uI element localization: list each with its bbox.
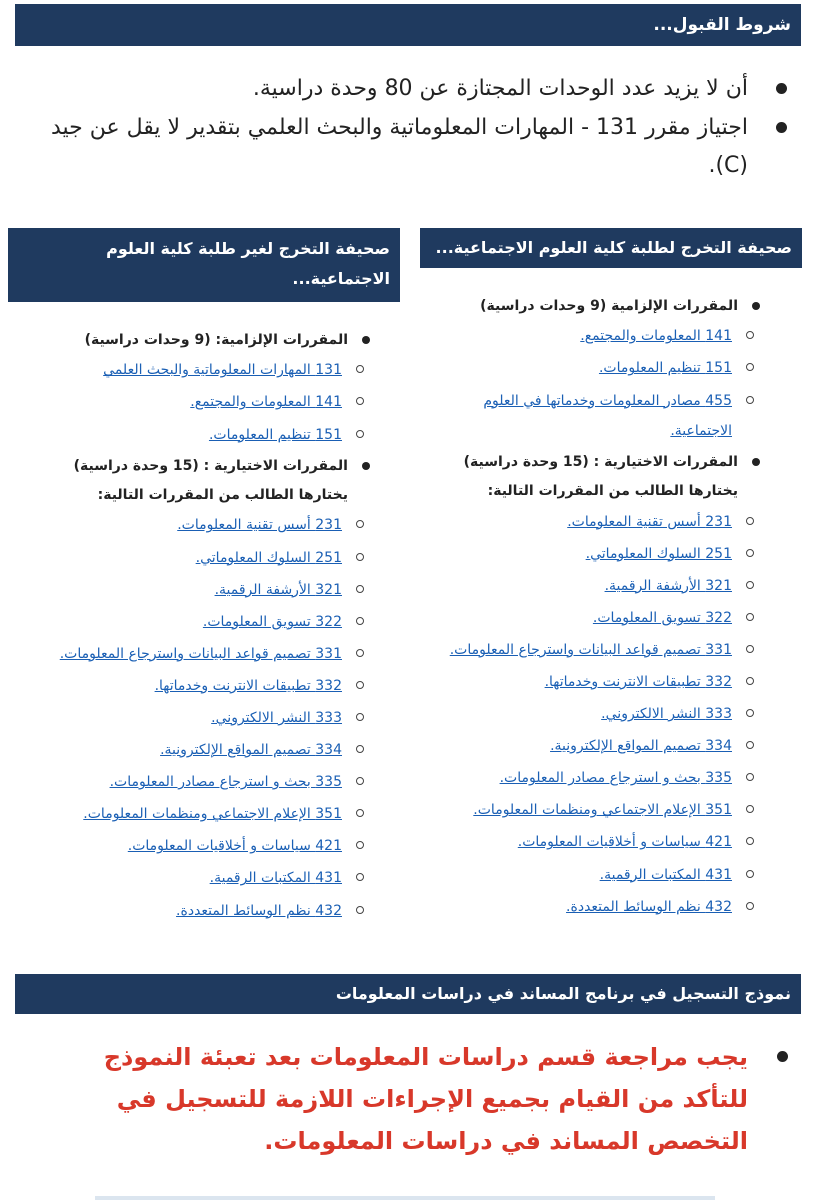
circle-bullet-icon (356, 745, 364, 753)
course-link[interactable]: 421 سياسات و أخلاقيات المعلومات. (517, 834, 732, 851)
list-item (430, 353, 760, 383)
circle-bullet-icon (746, 331, 754, 339)
circle-bullet-icon (356, 365, 364, 373)
registration-notice: يجب مراجعة قسم دراسات المعلومات بعد تعبئة النموذج للتأكد من القيام بجميع الإجراءات اللازمة للتسجيل في التخصص المساند في دراسات المعلومات. (32, 1036, 792, 1162)
course-link[interactable]: 141 المعلومات والمجتمع. (190, 394, 342, 411)
required-courses-list (430, 321, 760, 445)
course-link[interactable]: 431 المكتبات الرقمية. (599, 866, 732, 883)
circle-bullet-icon (746, 363, 754, 371)
course-link[interactable]: 431 المكتبات الرقمية. (209, 870, 342, 887)
course-link[interactable]: 334 تصميم المواقع الإلكترونية. (550, 738, 732, 755)
circle-bullet-icon (356, 617, 364, 625)
admission-conditions-list (22, 70, 792, 186)
circle-bullet-icon (746, 517, 754, 525)
circle-bullet-icon (746, 645, 754, 653)
circle-bullet-icon (356, 841, 364, 849)
list-item (430, 603, 760, 633)
circle-bullet-icon (356, 713, 364, 721)
course-link[interactable]: 141 المعلومات والمجتمع. (580, 328, 732, 345)
list-item (25, 735, 370, 765)
required-courses-heading: المقررات الإلزامية (9 وحدات دراسية) (430, 292, 760, 321)
course-link[interactable]: 131 المهارات المعلوماتية والبحث العلمي (103, 362, 342, 379)
circle-bullet-icon (746, 581, 754, 589)
course-link[interactable]: 421 سياسات و أخلاقيات المعلومات. (127, 838, 342, 855)
list-item (25, 799, 370, 829)
elective-courses-list (25, 510, 370, 925)
course-link[interactable]: 231 أسس تقنية المعلومات. (567, 513, 732, 530)
list-item (25, 767, 370, 797)
list-item (25, 543, 370, 573)
bullet-icon (777, 1051, 788, 1062)
elective-courses-list (430, 507, 760, 922)
social-sciences-sheet-header: صحيفة التخرج لطلبة كلية العلوم الاجتماعية... (420, 228, 802, 268)
list-item (25, 896, 370, 926)
course-link[interactable]: 351 الإعلام الاجتماعي ومنظمات المعلومات. (83, 806, 342, 823)
list-item (430, 763, 760, 793)
elective-courses-heading: المقررات الاختيارية : (15 وحدة دراسية) يختارها الطالب من المقررات التالية: (430, 448, 760, 507)
course-link[interactable]: 334 تصميم المواقع الإلكترونية. (160, 742, 342, 759)
other-students-sheet-header: صحيفة التخرج لغير طلبة كلية العلوم الاجتماعية... (8, 228, 400, 302)
list-item (430, 539, 760, 569)
elective-courses-heading: المقررات الاختيارية : (15 وحدة دراسية) يختارها الطالب من المقررات التالية: (25, 452, 370, 511)
course-link[interactable]: 432 نظم الوسائط المتعددة. (176, 902, 342, 919)
social-sciences-courses (430, 292, 760, 924)
list-item (25, 510, 370, 540)
bullet-icon (776, 83, 787, 94)
course-link[interactable]: 331 تصميم قواعد البيانات واسترجاع المعلومات. (59, 645, 342, 662)
circle-bullet-icon (746, 741, 754, 749)
course-link[interactable]: 151 تنظيم المعلومات. (598, 360, 732, 377)
course-link[interactable]: 335 بحث و استرجاع مصادر المعلومات. (499, 770, 732, 787)
course-link[interactable]: 322 تسويق المعلومات. (202, 613, 342, 630)
course-link[interactable]: 335 بحث و استرجاع مصادر المعلومات. (109, 774, 342, 791)
course-link[interactable]: 333 النشر الالكتروني. (211, 710, 342, 727)
required-courses-list (25, 355, 370, 449)
course-link[interactable]: 332 تطبيقات الانترنت وخدماتها. (544, 674, 732, 691)
list-item (25, 639, 370, 669)
registration-notice-list (32, 1036, 792, 1162)
circle-bullet-icon (356, 520, 364, 528)
list-item (25, 607, 370, 637)
course-link[interactable]: 251 السلوك المعلوماتي. (195, 549, 342, 566)
course-link[interactable]: 432 نظم الوسائط المتعددة. (566, 898, 732, 915)
circle-bullet-icon (356, 553, 364, 561)
course-link[interactable]: 251 السلوك المعلوماتي. (585, 545, 732, 562)
list-item (430, 827, 760, 857)
circle-bullet-icon (356, 681, 364, 689)
circle-bullet-icon (746, 902, 754, 910)
course-link[interactable]: 151 تنظيم المعلومات. (208, 426, 342, 443)
bullet-icon (362, 462, 370, 470)
list-item (430, 507, 760, 537)
course-link[interactable]: 331 تصميم قواعد البيانات واسترجاع المعلومات. (449, 641, 732, 658)
list-item (25, 387, 370, 417)
circle-bullet-icon (356, 585, 364, 593)
circle-bullet-icon (746, 805, 754, 813)
circle-bullet-icon (356, 397, 364, 405)
circle-bullet-icon (746, 677, 754, 685)
list-item (25, 863, 370, 893)
bullet-icon (362, 336, 370, 344)
circle-bullet-icon (356, 873, 364, 881)
circle-bullet-icon (356, 430, 364, 438)
list-item (430, 860, 760, 890)
list-item: أن لا يزيد عدد الوحدات المجتازة عن 80 وحدة دراسية. (22, 70, 792, 109)
circle-bullet-icon (746, 396, 754, 404)
list-item: اجتياز مقرر 131 - المهارات المعلوماتية والبحث العلمي بتقدير لا يقل عن جيد (C). (22, 109, 792, 186)
bullet-icon (776, 122, 787, 133)
circle-bullet-icon (356, 809, 364, 817)
list-item (430, 892, 760, 922)
course-link[interactable]: 351 الإعلام الاجتماعي ومنظمات المعلومات. (473, 802, 732, 819)
list-item (25, 831, 370, 861)
registration-form-header: نموذج التسجيل في برنامج المساند في دراسات المعلومات (15, 974, 801, 1014)
list-item (430, 321, 760, 351)
bullet-icon (752, 458, 760, 466)
list-item (430, 795, 760, 825)
course-link[interactable]: 332 تطبيقات الانترنت وخدماتها. (154, 677, 342, 694)
list-item (430, 731, 760, 761)
course-link[interactable]: 455 مصادر المعلومات وخدماتها في العلوم الاجتماعية. (483, 392, 732, 439)
circle-bullet-icon (746, 773, 754, 781)
course-link[interactable]: 321 الأرشفة الرقمية. (604, 577, 732, 594)
admission-title: شروط القبول... (653, 15, 791, 35)
next-section-edge (95, 1196, 715, 1200)
circle-bullet-icon (746, 709, 754, 717)
list-item (25, 703, 370, 733)
list-item (25, 671, 370, 701)
circle-bullet-icon (746, 870, 754, 878)
list-item (25, 575, 370, 605)
list-item (25, 420, 370, 450)
circle-bullet-icon (356, 649, 364, 657)
course-link[interactable]: 322 تسويق المعلومات. (592, 609, 732, 626)
course-link[interactable]: 333 النشر الالكتروني. (601, 706, 732, 723)
list-item (430, 386, 760, 446)
circle-bullet-icon (746, 837, 754, 845)
circle-bullet-icon (356, 906, 364, 914)
course-link[interactable]: 231 أسس تقنية المعلومات. (177, 517, 342, 534)
list-item (430, 667, 760, 697)
list-item (430, 571, 760, 601)
circle-bullet-icon (356, 777, 364, 785)
circle-bullet-icon (746, 613, 754, 621)
list-item (25, 355, 370, 385)
admission-header (15, 4, 801, 46)
course-link[interactable]: 321 الأرشفة الرقمية. (214, 581, 342, 598)
other-students-courses (25, 326, 370, 928)
circle-bullet-icon (746, 549, 754, 557)
bullet-icon (752, 302, 760, 310)
list-item (430, 699, 760, 729)
required-courses-heading: المقررات الإلزامية: (9 وحدات دراسية) (25, 326, 370, 355)
list-item (430, 635, 760, 665)
